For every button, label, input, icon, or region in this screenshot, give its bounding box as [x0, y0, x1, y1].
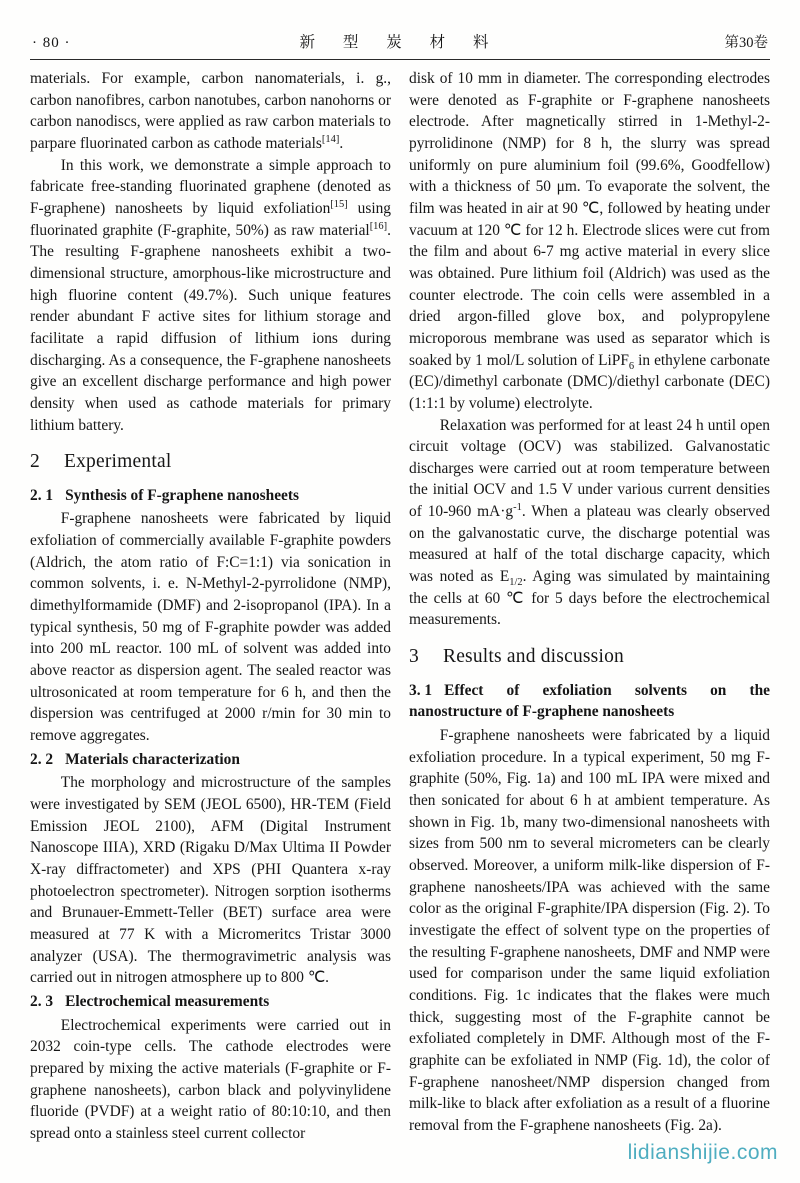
watermark: lidianshijie.com: [627, 1141, 778, 1164]
subsection-heading-exfoliation-solvents: [409, 680, 770, 723]
section-number: 3: [409, 646, 419, 668]
subsection-title: Electrochemical measurements: [65, 992, 270, 1010]
right-column: [409, 68, 770, 1145]
journal-title: 新 型 炭 材 料: [299, 34, 501, 51]
subsection-number: 3. 1: [409, 681, 433, 699]
page-header: [0, 0, 800, 52]
paragraph-synthesis: F-graphene nanosheets were fabricated by liquid exfoliation of commercially available F-graphite powders (Aldrich, the atom ratio of F:C=1:1) via sonication in common solvents, i. e. N-Methyl-2-pyrrolidone (NMP), dimethylformamide (DMF) and 2-isopropanol (IPA). In a typical synthesis, 50 mg of F-graphite powder was added into 200 mL reactor. 100 mL of solvent was added into above reactor as dispersion agent. The sealed reactor was ultrosonicated at room temperature for 6 h, and then the dispersion was centrifuged at 2000 r/min for 30 min to remove aggregates.: [30, 510, 391, 745]
subsection-heading-electrochemical: [30, 991, 391, 1013]
subsection-heading-synthesis: [30, 485, 391, 507]
subsection-number: 2. 2: [30, 750, 54, 768]
subsection-heading-characterization: [30, 749, 391, 771]
subsection-title: Effect of exfoliation solvents on the nanostructure of F-graphene nanosheets: [409, 681, 770, 721]
section-heading-experimental: [30, 451, 391, 473]
paragraph-exfoliation-solvents: F-graphene nanosheets were fabricated by a liquid exfoliation procedure. In a typical experiment, 50 mg F-graphite (50%, Fig. 1a) and 100 mL IPA were mixed and then sonicated for about 6 h at ambient temperature. As shown in Fig. 1b, many two-dimensional nanosheets with sizes from 500 nm to several micrometers can be clearly observed. Moreover, a uniform milk-like dispersion of F-graphene nanosheets/IPA was achieved with the same color as the original F-graphite/IPA dispersion (Fig. 2). To investigate the effect of solvent type on the properties of the resulting F-graphene nanosheets, DMF and NMP were used for comparison under the same liquid exfoliation conditions. Fig. 1c indicates that the flakes were much thick, suggesting most of the F-graphite cannot be exfoliated completely in DMF. Although most of the F-graphite can be exfoliated in NMP (Fig. 1d), the color of F-graphene nanosheet/NMP dispersion changed from milk-like to black after exfoliation as a result of a fluorine removal from the F-graphene nanosheets (Fig. 2a).: [409, 727, 770, 1134]
page-number: · 80 ·: [32, 35, 71, 51]
volume-label: 第30卷: [724, 35, 768, 51]
section-number: 2: [30, 451, 40, 473]
paragraph-characterization: The morphology and microstructure of the samples were investigated by SEM (JEOL 6500), HR-TEM (Field Emission JEOL 2100), AFM (Digital Instrument Nanoscope IIIA), XRD (Rigaku D/Max Ultima II Powder X-ray diffractometer) and XPS (PHI Quantera x-ray photoelectron spectrometer). Nitrogen sorption isotherms and Brunauer-Emmett-Teller (BET) surface area were measured at 77 K with a Micromeritcs Tristar 3000 analyzer (USA). The thermogravimetric analysis was carried out in nitrogen atmosphere up to 800 ℃.: [30, 774, 391, 987]
article-body: [0, 60, 800, 1145]
paragraph-electrode-continuation: disk of 10 mm in diameter. The corresponding electrodes were denoted as F-graphite or F-graphene nanosheets electrode. After magnetically stirred in 1-Methyl-2-pyrrolidinone (NMP) for 8 h, the slurry was spread uniformly on pure aluminium foil (99.6%, Goodfellow) with a thickness of 50 μm. To evaporate the solvent, the film was heated in air at 90 ℃, followed by heating under vacuum at 120 ℃ for 12 h. Electrode slices were cut from the film and about 6-7 mg active material in every slice was obtained. Pure lithium foil (Aldrich) was used as the counter electrode. The coin cells were assembled in a dried argon-filled glove box, and polypropylene microporous membrane was used as separator which is soaked by 1 mol/L solution of LiPF$_6$ in ethylene carbonate (EC)/dimethyl carbonate (DMC)/diethyl carbonate (DEC) (1:1:1 by volume) electrolyte.: [409, 70, 770, 412]
paragraph-intro-continuation: materials. For example, carbon nanomaterials, i. g., carbon nanofibres, carbon nanotubes, carbon nanohorns or carbon nanodiscs, were applied as raw carbon materials to parpare fluorinated carbon as cathode materials[14].: [30, 70, 391, 152]
subsection-number: 2. 3: [30, 992, 54, 1010]
subsection-title: Synthesis of F-graphene nanosheets: [65, 486, 299, 504]
section-title: Results and discussion: [443, 646, 624, 668]
subsection-number: 2. 1: [30, 486, 54, 504]
paragraph-relaxation: Relaxation was performed for at least 24 h until open circuit voltage (OCV) was stabilized. Galvanostatic discharges were carried out at room temperature between the initial OCV and 1.5 V under various current densities of 10-960 $mA\cdot g^{-1}$. When a plateau was clearly observed on the galvanostatic curve, the discharge potential was measured at half of the total discharge capacity, which was noted as $E_{1/2}$. Aging was simulated by maintaining the cells at 60 ℃ for 5 days before the electrochemical measurements.: [409, 416, 770, 629]
section-heading-results: [409, 646, 770, 668]
paragraph-electrochemical: Electrochemical experiments were carried out in 2032 coin-type cells. The cathode electrodes were prepared by mixing the active materials (F-graphite or F-graphene nanosheets), carbon black and polyvinylidene fluoride (PVDF) at a weight ratio of 80:10:10, and then spread onto a stainless steel current collector: [30, 1016, 391, 1142]
paragraph-this-work: In this work, we demonstrate a simple approach to fabricate free-standing fluorinated graphene (denoted as F-graphene) nanosheets by liquid exfoliation[15] using fluorinated graphite (F-graphite, 50%) as raw material[16]. The resulting F-graphene nanosheets exhibit a two-dimensional structure, amorphous-like microstructure and high fluorine content (49.7%). Such unique features render abundant F active sites for lithium storage and facilitate a rapid diffusion of lithium ions during discharging. As a consequence, the F-graphene nanosheets give an excellent discharge performance and high power density when used as cathode materials for primary lithium battery.: [30, 156, 391, 434]
subsection-title: Materials characterization: [65, 750, 240, 768]
section-title: Experimental: [64, 451, 172, 473]
left-column: [30, 68, 391, 1145]
